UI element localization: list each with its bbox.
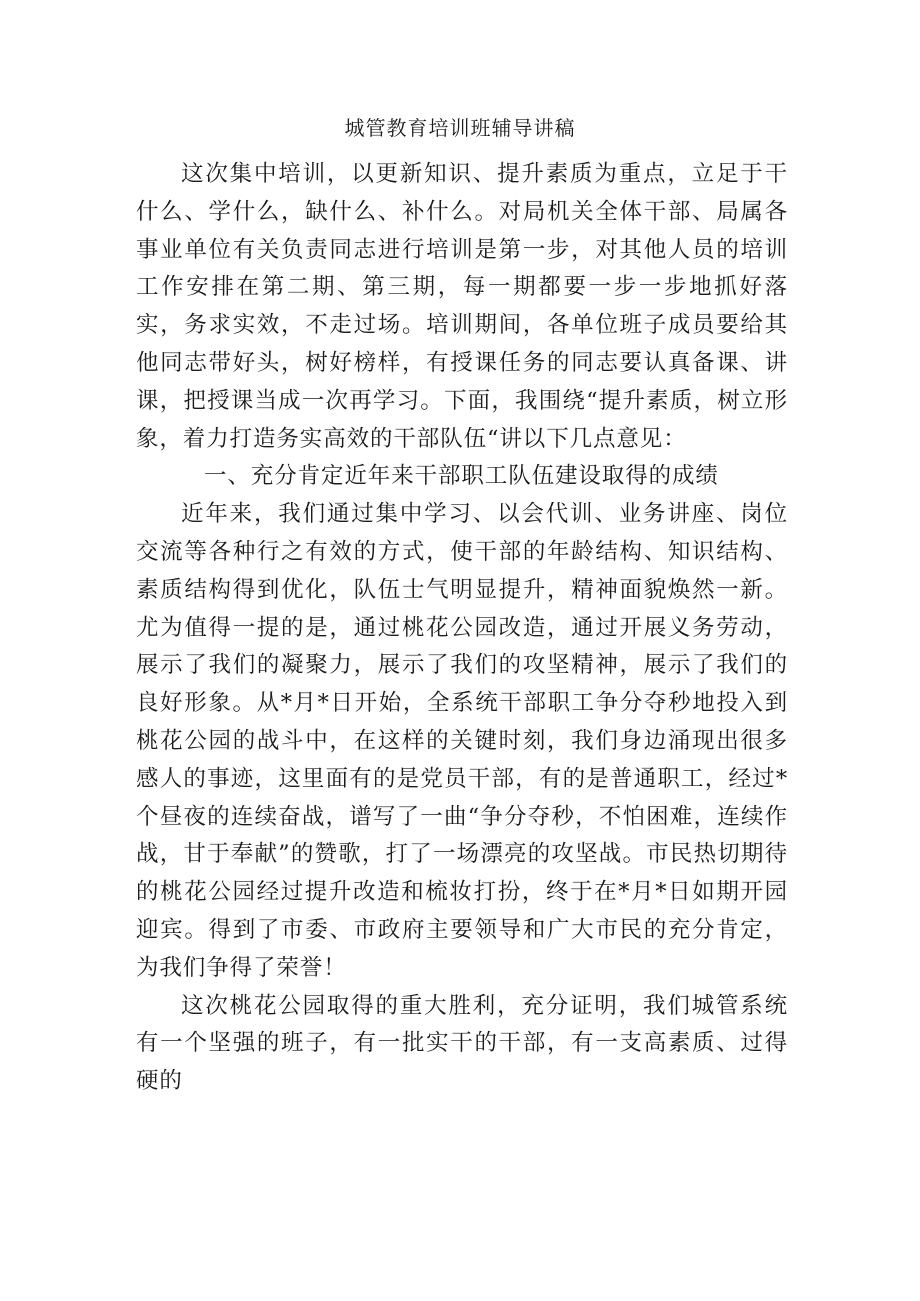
document-title: 城管教育培训班辅导讲稿 xyxy=(344,116,576,140)
body-paragraph: 近年来，我们通过集中学习、以会代训、业务讲座、岗位交流等各种行之有效的方式，使干部的年龄结构、知识结构、素质结构得到优化，队伍士气明显提升，精神面貌焕然一新。尤为值得一提的是，通过桃花公园改造，通过开展义务劳动，展示了我们的凝聚力，展示了我们的攻坚精神，展示了我们的良好形象。从*月*日开始，全系统干部职工争分夺秒地投入到桃花公园的战斗中，在这样的关键时刻，我们身边涌现出很多感人的事迹，这里面有的是党员干部，有的是普通职工，经过*个昼夜的连续奋战，谱写了一曲“争分夺秒，不怕困难，连续作战，甘于奉献”的赞歌，打了一场漂亮的攻坚战。市民热切期待的桃花公园经过提升改造和梳妆打扮，终于在*月*日如期开园迎宾。得到了市委、市政府主要领导和广大市民的充分肯定，为我们争得了荣誉！ xyxy=(136,501,788,981)
body-paragraph: 这次桃花公园取得的重大胜利，充分证明，我们城管系统有一个坚强的班子，有一批实干的干部，有一支高素质、过得硬的 xyxy=(136,992,788,1095)
section-heading: 一、充分肯定近年来干部职工队伍建设取得的成绩 xyxy=(204,463,719,490)
intro-paragraph: 这次集中培训，以更新知识、提升素质为重点，立足于干什么、学什么，缺什么、补什么。对局机关全体干部、局属各事业单位有关负责同志进行培训是第一步，对其他人员的培训工作安排在第二期、第三期，每一期都要一步一步地抓好落实，务求实效，不走过场。培训期间，各单位班子成员要给其他同志带好头，树好榜样，有授课任务的同志要认真备课、讲课，把授课当成一次再学习。下面，我围绕“提升素质，树立形象，着力打造务实高效的干部队伍“讲以下几点意见： xyxy=(136,161,788,452)
document-body xyxy=(136,156,788,1101)
